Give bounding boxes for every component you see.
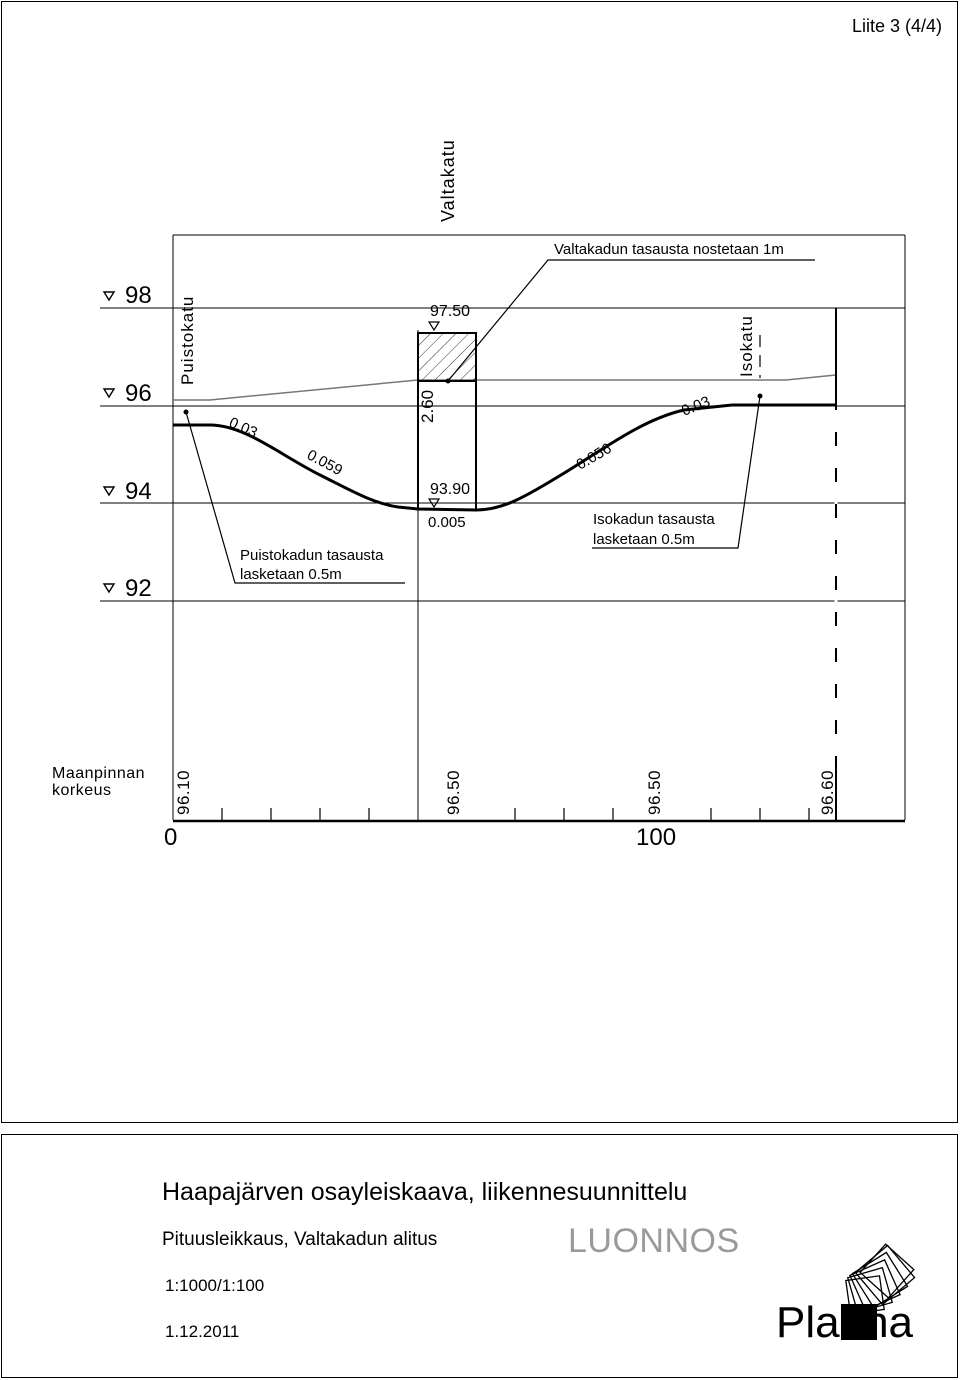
plan-subtitle: Pituusleikkaus, Valtakadun alitus bbox=[162, 1229, 438, 1250]
street-label-valtakatu: Valtakatu bbox=[438, 139, 458, 222]
note-puistokatu-line1: Puistokadun tasausta bbox=[240, 547, 384, 564]
ground-height-value: 96.50 bbox=[645, 769, 664, 815]
ground-height-value: 96.50 bbox=[444, 769, 463, 815]
street-label-puistokatu: Puistokatu bbox=[178, 295, 197, 385]
crossing-clearance: 2.60 bbox=[418, 389, 437, 423]
crossing-top-level: 97.50 bbox=[430, 303, 471, 320]
designed-road-profile bbox=[173, 405, 836, 510]
leader-dot bbox=[184, 410, 189, 415]
sheet-page-label: Liite 3 (4/4) bbox=[851, 16, 942, 36]
elevation-label-94: 94 bbox=[125, 478, 152, 505]
grade-label: 0.005 bbox=[428, 514, 466, 531]
elevation-label-96: 96 bbox=[125, 380, 152, 407]
level-triangle-icon bbox=[104, 584, 114, 592]
level-triangle-icon bbox=[104, 487, 114, 495]
crossing-bottom-level: 93.90 bbox=[430, 481, 471, 498]
street-label-isokatu: Isokatu bbox=[737, 315, 756, 377]
grade-label: 0.056 bbox=[573, 439, 615, 474]
plan-status-draft: LUONNOS bbox=[568, 1222, 740, 1260]
station-label-start: 0 bbox=[164, 824, 178, 851]
ground-label-line2: korkeus bbox=[52, 782, 112, 799]
grade-label: 0.03 bbox=[679, 393, 713, 420]
elevation-scale bbox=[104, 282, 152, 602]
leader-dot bbox=[758, 394, 763, 399]
plan-date: 1.12.2011 bbox=[165, 1322, 240, 1341]
note-raise-crossing: Valtakadun tasausta nostetaan 1m bbox=[554, 241, 784, 258]
station-ticks bbox=[222, 808, 809, 821]
leader-dot bbox=[446, 379, 451, 384]
plan-title: Haapajärven osayleiskaava, liikennesuunnittelu bbox=[162, 1178, 688, 1206]
ground-height-value: 96.60 bbox=[818, 769, 837, 815]
ground-label-line1: Maanpinnan bbox=[52, 765, 146, 782]
note-isokatu-line2: lasketaan 0.5m bbox=[593, 531, 695, 548]
level-triangle-icon bbox=[429, 322, 439, 330]
elevation-label-98: 98 bbox=[125, 282, 152, 309]
existing-ground-line bbox=[173, 375, 836, 400]
note-isokatu-line1: Isokadun tasausta bbox=[593, 511, 715, 528]
grade-label: 0.03 bbox=[226, 414, 260, 442]
logo-text: Plaana bbox=[776, 1298, 914, 1347]
plaana-logo bbox=[776, 1244, 915, 1347]
plan-scale: 1:1000/1:100 bbox=[165, 1276, 265, 1295]
station-label-100: 100 bbox=[636, 824, 677, 851]
elevation-label-92: 92 bbox=[125, 575, 152, 602]
profile-grid bbox=[100, 235, 905, 820]
level-triangle-icon bbox=[104, 389, 114, 397]
grade-label: 0.059 bbox=[304, 446, 346, 480]
level-triangle-icon bbox=[104, 292, 114, 300]
note-puistokatu-line2: lasketaan 0.5m bbox=[240, 566, 342, 583]
ground-height-value: 96.10 bbox=[174, 769, 193, 815]
